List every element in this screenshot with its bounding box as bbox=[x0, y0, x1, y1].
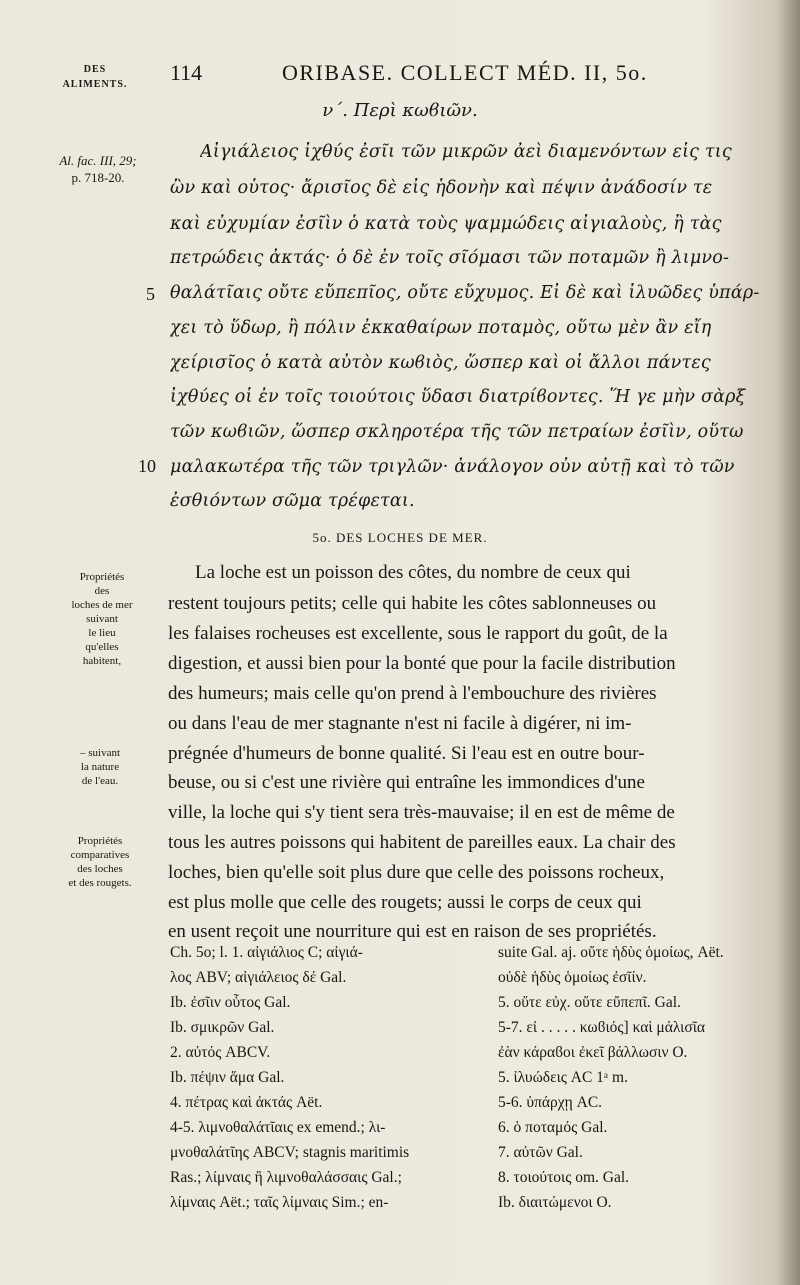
side-note-line: loches de mer bbox=[71, 599, 133, 611]
apparatus-note: 5-7. εἰ . . . . . κωϐιός] καὶ μάλισῖα bbox=[498, 1019, 705, 1036]
side-note-line: la nature bbox=[80, 761, 120, 773]
french-text-line: La loche est un poisson des côtes, du nombre de ceux qui bbox=[195, 562, 631, 583]
apparatus-note: Ib. διαιτώμενοι O. bbox=[498, 1194, 612, 1211]
greek-text-line: ἰχθύες οἱ ἐν τοῖς τοιούτοις ὕδασι διατρίϐοντες. Ἥ γε μὴν σὰρξ bbox=[170, 387, 746, 407]
side-note bbox=[50, 746, 150, 788]
side-note-line: de l'eau. bbox=[81, 775, 119, 787]
apparatus-note: ἐὰν κάραϐοι ἐκεῖ βάλλωσιν O. bbox=[498, 1044, 688, 1061]
french-text-line: restent toujours petits; celle qui habite les côtes sablonneuses ou bbox=[168, 593, 657, 614]
french-text-line: en usent reçoit une nourriture qui est en raison de ses propriétés. bbox=[168, 921, 657, 942]
french-section-heading: 5o. DES LOCHES DE MER. bbox=[312, 530, 488, 545]
apparatus-note: Ib. σμικρῶν Gal. bbox=[170, 1019, 275, 1036]
apparatus-note: 2. αὐτός ABCV. bbox=[170, 1044, 271, 1061]
french-text-line: prégnée d'humeurs de bonne qualité. Si l'eau est en outre bour- bbox=[168, 743, 645, 764]
greek-section-heading: ν΄. Περὶ κωϐιῶν. bbox=[322, 100, 478, 121]
greek-text-line: θαλάτῖαις οὔτε εὔπεπῖος, οὔτε εὔχυμος. Εἰ δὲ καὶ ἰλυῶδες ὑπάρ- bbox=[170, 283, 760, 303]
side-note-line: des loches bbox=[77, 863, 123, 875]
apparatus-note: 5-6. ὑπάρχῃ AC. bbox=[498, 1094, 603, 1111]
apparatus-note: 4. πέτρας καὶ ἀκτάς Aët. bbox=[170, 1094, 323, 1111]
apparatus-note: οὐδὲ ἡδὺς ὁμοίως ἐσῖίν. bbox=[498, 969, 647, 986]
apparatus-note: Ras.; λίμναις ἢ λιμνοθαλάσσαις Gal.; bbox=[170, 1169, 402, 1186]
french-text-line: est plus molle que celle des rougets; aussi le corps de ceux qui bbox=[168, 892, 642, 913]
apparatus-note: 4-5. λιμνοθαλάτῖαις ex emend.; λι- bbox=[170, 1119, 386, 1136]
french-text-line: digestion, et aussi bien pour la bonté que pour la facile distribution bbox=[168, 653, 676, 674]
greek-text-line: καὶ εὐχυμίαν ἐσῖὶν ὁ κατὰ τοὺς ψαμμώδεις αἰγιαλοὺς, ἢ τὰς bbox=[170, 214, 722, 234]
line-number: 10 bbox=[138, 456, 156, 476]
side-note bbox=[48, 834, 152, 890]
french-text-line: les falaises rocheuses est excellente, sous le rapport du goût, de la bbox=[168, 623, 668, 644]
side-note bbox=[52, 570, 152, 668]
french-text-line: tous les autres poissons qui habitent de pareilles eaux. La chair des bbox=[168, 832, 676, 853]
apparatus-note: Ch. 5o; l. 1. αἰγιάλιος C; αἰγιά- bbox=[170, 944, 363, 961]
greek-text-line: Αἰγιάλειος ἰχθύς ἐσῖι τῶν μικρῶν ἀεὶ διαμενόντων εἷς τις bbox=[200, 142, 732, 162]
apparatus-note: 5. οὔτε εὐχ. οὔτε εὔπεπῖ. Gal. bbox=[498, 994, 681, 1011]
side-note-line: suivant bbox=[86, 613, 118, 625]
side-note-line: Propriétés bbox=[79, 571, 125, 583]
margin-reference-line: Al. fac. III, 29; bbox=[59, 153, 137, 168]
greek-text-line: μαλακωτέρα τῆς τῶν τριγλῶν· ἀνάλογον οὖν αὐτῇ καὶ τὸ τῶν bbox=[170, 457, 735, 477]
page-number: 114 bbox=[170, 60, 203, 85]
side-note-line: comparatives bbox=[70, 849, 130, 861]
apparatus-note: Ib. πέψιν ἅμα Gal. bbox=[170, 1069, 285, 1086]
line-number: 5 bbox=[146, 284, 155, 304]
greek-text-line: τῶν κωϐιῶν, ὥσπερ σκληροτέρα τῆς τῶν πετραίων ἐσῖὶν, οὕτω bbox=[170, 422, 744, 442]
running-head-line: DES bbox=[83, 64, 107, 75]
apparatus-note: 8. τοιούτοις om. Gal. bbox=[498, 1169, 630, 1186]
side-note-line: et des rougets. bbox=[68, 877, 132, 889]
greek-text-line: ὢν καὶ οὗτος· ἄρισῖος δὲ εἰς ἡδονὴν καὶ πέψιν ἀνάδοσίν τε bbox=[170, 178, 713, 198]
apparatus-note: 6. ὁ ποταμός Gal. bbox=[498, 1119, 608, 1136]
french-text-line: beuse, ou si c'est une rivière qui entraîne les immondices d'une bbox=[168, 772, 645, 793]
french-text-line: ville, la loche qui s'y tient sera très-mauvaise; il en est de même de bbox=[168, 802, 675, 823]
apparatus-note: λος ABV; αἰγιάλειος δέ Gal. bbox=[170, 969, 347, 986]
greek-text-line: πετρώδεις ἀκτάς· ὁ δὲ ἐν τοῖς σῖόμασι τῶν ποταμῶν ἢ λιμνο- bbox=[170, 248, 730, 268]
side-note-line: le lieu bbox=[88, 627, 116, 639]
margin-reference-line: p. 718-20. bbox=[71, 170, 125, 185]
greek-text-line: χείρισῖος ὁ κατὰ αὐτὸν κωϐιὸς, ὥσπερ καὶ οἱ ἄλλοι πάντες bbox=[170, 353, 711, 373]
greek-text-line: χει τὸ ὕδωρ, ἢ πόλιν ἐκκαθαίρων ποταμὸς, οὕτω μὲν ἂν εἴη bbox=[170, 318, 712, 338]
french-text-line: ou dans l'eau de mer stagnante n'est ni facile à digérer, ni im- bbox=[168, 713, 632, 734]
greek-text-line: ἐσθιόντων σῶμα τρέφεται. bbox=[170, 491, 415, 511]
page-header-title: ORIBASE. COLLECT MÉD. II, 5o. bbox=[282, 60, 648, 85]
side-note-line: des bbox=[94, 585, 110, 597]
side-note-line: Propriétés bbox=[77, 835, 123, 847]
apparatus-note: Ib. ἐσῖιν οὗτος Gal. bbox=[170, 994, 291, 1011]
french-text-line: loches, bien qu'elle soit plus dure que celle des poissons rocheux, bbox=[168, 862, 665, 883]
apparatus-note: λίμναις Aët.; ταῖς λίμναις Sim.; en- bbox=[170, 1194, 389, 1211]
apparatus-note: suite Gal. aj. οὔτε ἡδὺς ὁμοίως, Aët. bbox=[498, 944, 724, 961]
margin-reference bbox=[48, 152, 148, 186]
running-head-line: ALIMENTS. bbox=[62, 79, 128, 90]
side-note-line: – suivant bbox=[79, 747, 121, 759]
apparatus-note: 7. αὐτῶν Gal. bbox=[498, 1144, 583, 1161]
side-note-line: habitent, bbox=[82, 655, 122, 667]
side-note-line: qu'elles bbox=[85, 641, 119, 653]
running-head-left bbox=[50, 62, 140, 92]
apparatus-note: 5. ἰλυώδεις AC 1ᵃ m. bbox=[498, 1069, 628, 1086]
apparatus-note: μνοθαλάτῖης ABCV; stagnis maritimis bbox=[170, 1144, 410, 1161]
french-text-line: des humeurs; mais celle qu'on prend à l'embouchure des rivières bbox=[168, 683, 657, 704]
